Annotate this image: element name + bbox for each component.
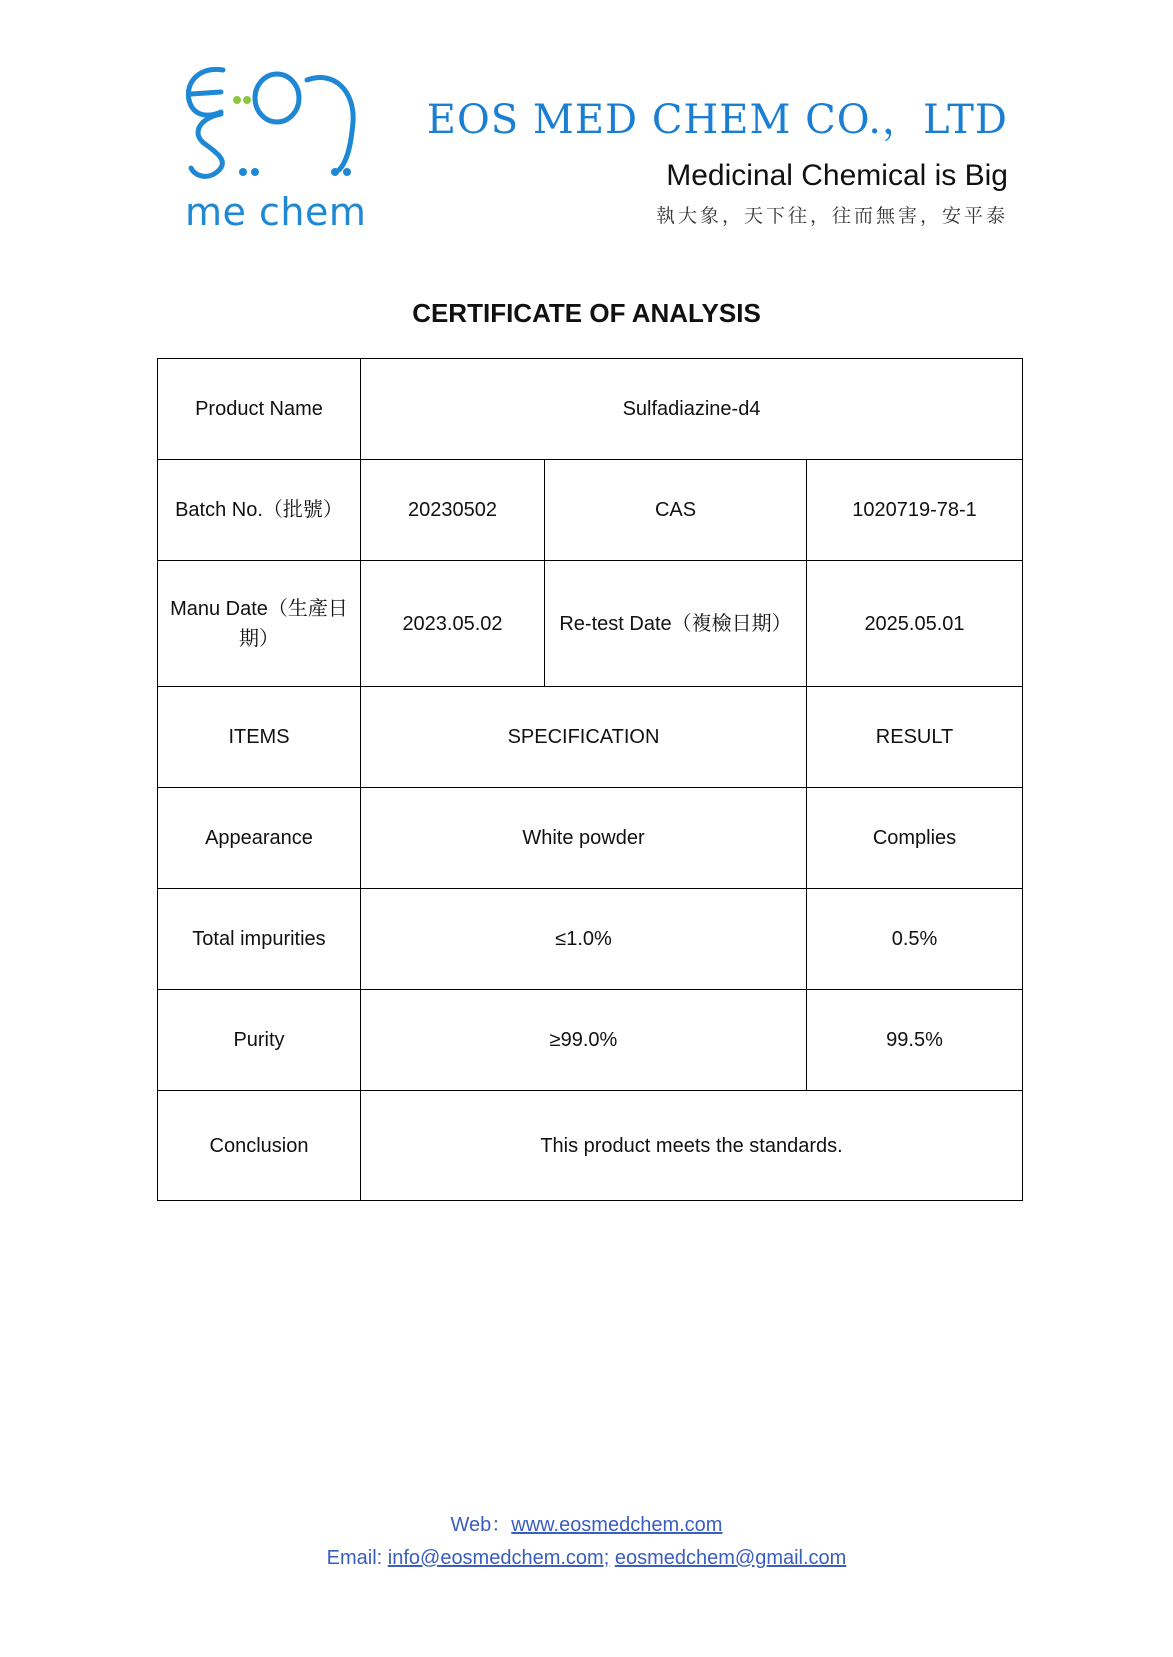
manu-date-value: 2023.05.02 xyxy=(361,561,545,687)
manu-date-label: Manu Date（生產日期） xyxy=(158,561,361,687)
item-cell: Appearance xyxy=(158,788,361,889)
table-row xyxy=(158,460,1023,561)
footer-email-line xyxy=(0,1547,1173,1570)
spec-cell: White powder xyxy=(361,788,807,889)
conclusion-label: Conclusion xyxy=(158,1091,361,1201)
items-header: ITEMS xyxy=(158,687,361,788)
result-cell: 99.5% xyxy=(807,990,1023,1091)
retest-date-label: Re-test Date（複檢日期） xyxy=(545,561,807,687)
elephant-logo-icon xyxy=(185,62,385,192)
item-cell: Purity xyxy=(158,990,361,1091)
cas-value: 1020719-78-1 xyxy=(807,460,1023,561)
company-logo xyxy=(185,62,385,247)
item-cell: Total impurities xyxy=(158,889,361,990)
batch-label: Batch No.（批號） xyxy=(158,460,361,561)
document-title: CERTIFICATE OF ANALYSIS xyxy=(412,298,761,328)
result-cell: Complies xyxy=(807,788,1023,889)
company-header xyxy=(427,88,1008,228)
coa-table xyxy=(157,358,1023,1201)
result-cell: 0.5% xyxy=(807,889,1023,990)
company-tagline: Medicinal Chemical is Big xyxy=(666,159,1008,192)
logo-wordmark: me chem xyxy=(185,190,367,234)
table-row xyxy=(158,889,1023,990)
product-name-value: Sulfadiazine-d4 xyxy=(361,359,1023,460)
table-row xyxy=(158,1091,1023,1201)
result-header: RESULT xyxy=(807,687,1023,788)
footer-web-line xyxy=(0,1508,1173,1537)
product-name-label: Product Name xyxy=(158,359,361,460)
company-motto: 執大象，天下往，往而無害，安平泰 xyxy=(655,205,1008,227)
table-row xyxy=(158,990,1023,1091)
conclusion-value: This product meets the standards. xyxy=(361,1091,1023,1201)
table-row xyxy=(158,359,1023,460)
retest-date-value: 2025.05.01 xyxy=(807,561,1023,687)
table-row xyxy=(158,561,1023,687)
website-link[interactable]: www.eosmedchem.com xyxy=(511,1514,723,1536)
specification-header: SPECIFICATION xyxy=(361,687,807,788)
spec-cell: ≤1.0% xyxy=(361,889,807,990)
table-header-row xyxy=(158,687,1023,788)
batch-value: 20230502 xyxy=(361,460,545,561)
spec-cell: ≥99.0% xyxy=(361,990,807,1091)
web-label: Web： xyxy=(450,1514,512,1536)
table-row xyxy=(158,788,1023,889)
cas-label: CAS xyxy=(545,460,807,561)
company-name: EOS MED CHEM CO.，LTD xyxy=(426,97,1008,143)
email-link-gmail[interactable]: eosmedchem@gmail.com xyxy=(614,1547,847,1569)
email-link-info[interactable]: info@eosmedchem.com; xyxy=(387,1547,610,1569)
email-label: Email: xyxy=(326,1547,388,1569)
